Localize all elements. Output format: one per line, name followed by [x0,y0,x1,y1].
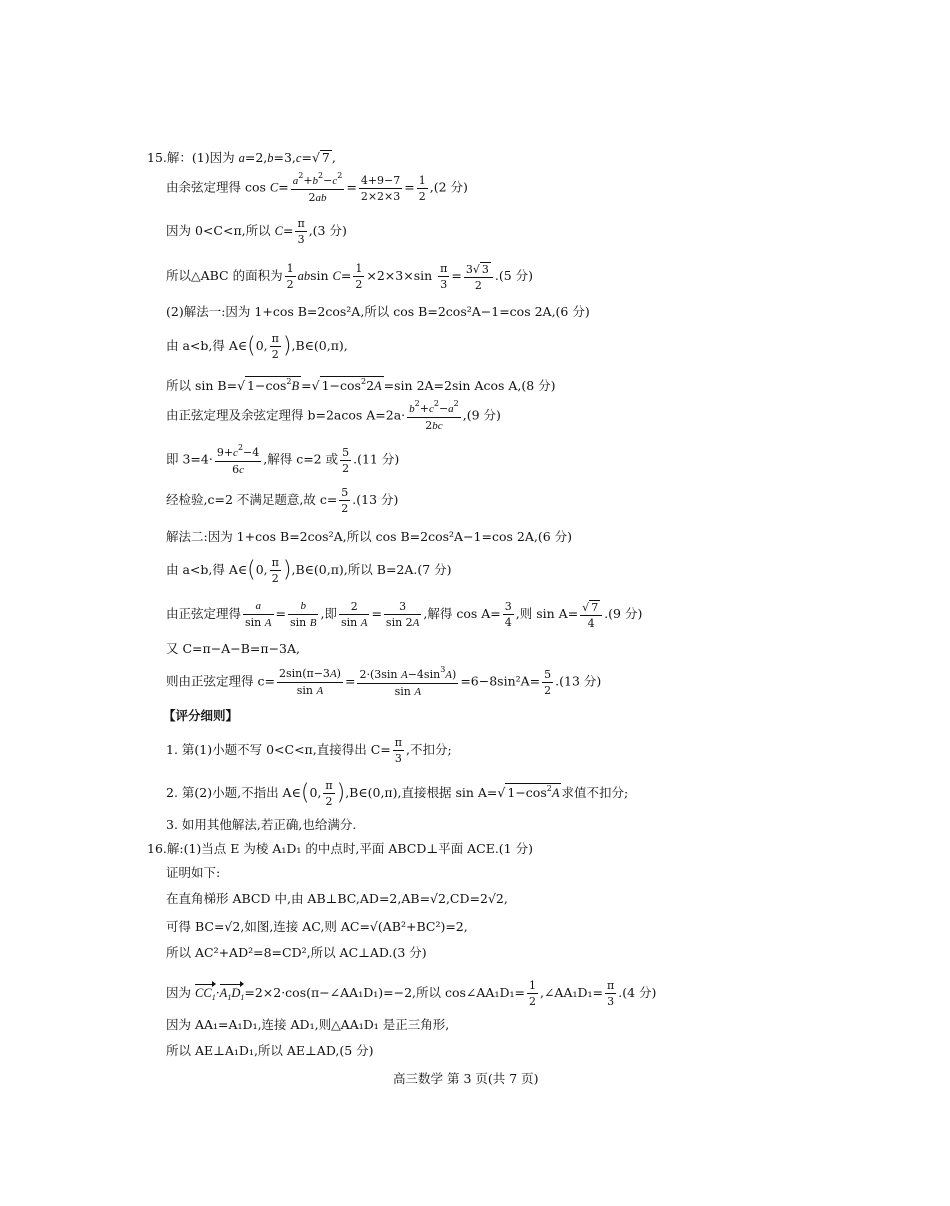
q15-line-11: 解法二:因为 1+cos B=2cos²A,所以 cos B=2cos²A−1=cos 2A,(6 分) [166,529,573,544]
page-footer: 高三数学 第 3 页(共 7 页) [393,1071,539,1086]
q16-line-3: 在直角梯形 ABCD 中,由 AB⊥BC,AD=2,AB=√2,CD=2√2, [166,891,508,906]
q16-line-7: 因为 AA₁=A₁D₁,连接 AD₁,则△AA₁D₁ 是正三角形, [166,1017,450,1032]
q15-line-2: 由余弦定理得 cos C= $\frac{a^2+b^2-c^2}{2ab}$ = $\frac{4+9-7}{2\times 2\times 3}$ = $\frac{1}{2}$ ,(2 分) [166,171,468,204]
q16-line-5: 所以 AC²+AD²=8=CD²,所以 AC⊥AD.(3 分) [166,945,427,960]
q15-number: 15. [147,150,167,165]
q15-line-8: 由正弦定理及余弦定理得 b=2acos A=2a· $\frac{b^2+c^2-a^2}{2bc}$ ,(9 分) [166,399,501,432]
q15-line-3: 因为 0<C<π,所以 C= $\frac{\pi}{3}$ ,(3 分) [166,217,347,246]
q15-line-7: 所以 sin B=√ $1-\cos^2B$ =√ $1-\cos^22A =\sin$ 2A=2sin Acos A,(8 分) [166,377,556,393]
q15-line-5: (2)解法一:因为 1+cos B=2cos²A,所以 cos B=2cos²A−1=cos 2A,(6 分) [166,304,590,319]
q15-line-4: 所以△ABC 的面积为 $\frac{1}{2}$ absin C= $\frac{1}{2}$ ×2×3×sin $\frac{\pi}{3}$ = $\frac{3√ 3}{2}$ .(5 分) [166,262,534,292]
q16-line-2: 证明如下: [166,865,221,880]
q15-line-12: 由 a<b,得 A∈(0, $\frac{\pi}{2}$ ),B∈(0,π),所以 B=2A.(7 分) [166,556,452,585]
q16-number: 16. [147,841,167,856]
q15-line-15: 则由正弦定理得 c= $\frac{2\sin(\pi-3A)}{\text{sin A}}$ = $\frac{2\cdot(3\sin A-4\sin^3A)}{\text{sin A}}$ =6−8sin²A= $\frac{5}{2}$ .(13 分) [166,665,602,698]
q15-line-13: 由正弦定理得 $\frac{a}{\text{sin A}}$ = $\frac{b}{\text{sin B}}$ ,即 $\frac{2}{\text{sin A}}$ = $\frac{3}{\sin 2A}$ ,解得 cos A= $\frac{3}{4}$ ,则 sin A= $\frac{√ 7}{4}$ .(9 分) [166,599,643,630]
rubric-item-2: 2. 第(2)小题,不指出 A∈(0, $\frac{\pi}{2}$ ),B∈(0,π),直接根据 sin A=√ $1-\cos^2A$ 求值不扣分; [166,779,629,808]
q16-line-6: 因为 $CC_1\cdot A_1D_1=2\times 2\cdot\cos(\pi-\angle AA_1D_1)=-2$,所以 cos∠AA₁D₁= $\frac{1}{2}$ ,∠AA₁D₁= $\frac{\pi}{3}$ .(4 分) [166,979,657,1008]
q15-line-9: 即 3=4· $\frac{9+c^2-4}{6c}$ ,解得 c=2 或 $\frac{5}{2}$ .(11 分) [166,443,400,476]
rubric-item-1: 1. 第(1)小题不写 0<C<π,直接得出 C= $\frac{\pi}{3}$ ,不扣分; [166,736,452,765]
rubric-title: 【评分细则】 [163,708,239,723]
rubric-item-3: 3. 如用其他解法,若正确,也给满分. [166,817,357,832]
q15-line-1: 15.解：(1)因为 a=2,b=3,c=√ 7 , [147,150,336,165]
q15-line-6: 由 a<b,得 A∈(0, $\frac{\pi}{2}$ ),B∈(0,π), [166,332,348,361]
q16-line-8: 所以 AE⊥A₁D₁,所以 AE⊥AD,(5 分) [166,1043,374,1058]
q16-line-4: 可得 BC=√2,如图,连接 AC,则 AC=√(AB²+BC²)=2, [166,919,468,934]
q16-line-1: 16.解:(1)当点 E 为棱 A₁D₁ 的中点时,平面 ABCD⊥平面 ACE.(1 分) [147,841,533,856]
q15-line-10: 经检验,c=2 不满足题意,故 c= $\frac{5}{2}$ .(13 分) [166,486,399,515]
q15-line-14: 又 C=π−A−B=π−3A, [166,641,301,656]
